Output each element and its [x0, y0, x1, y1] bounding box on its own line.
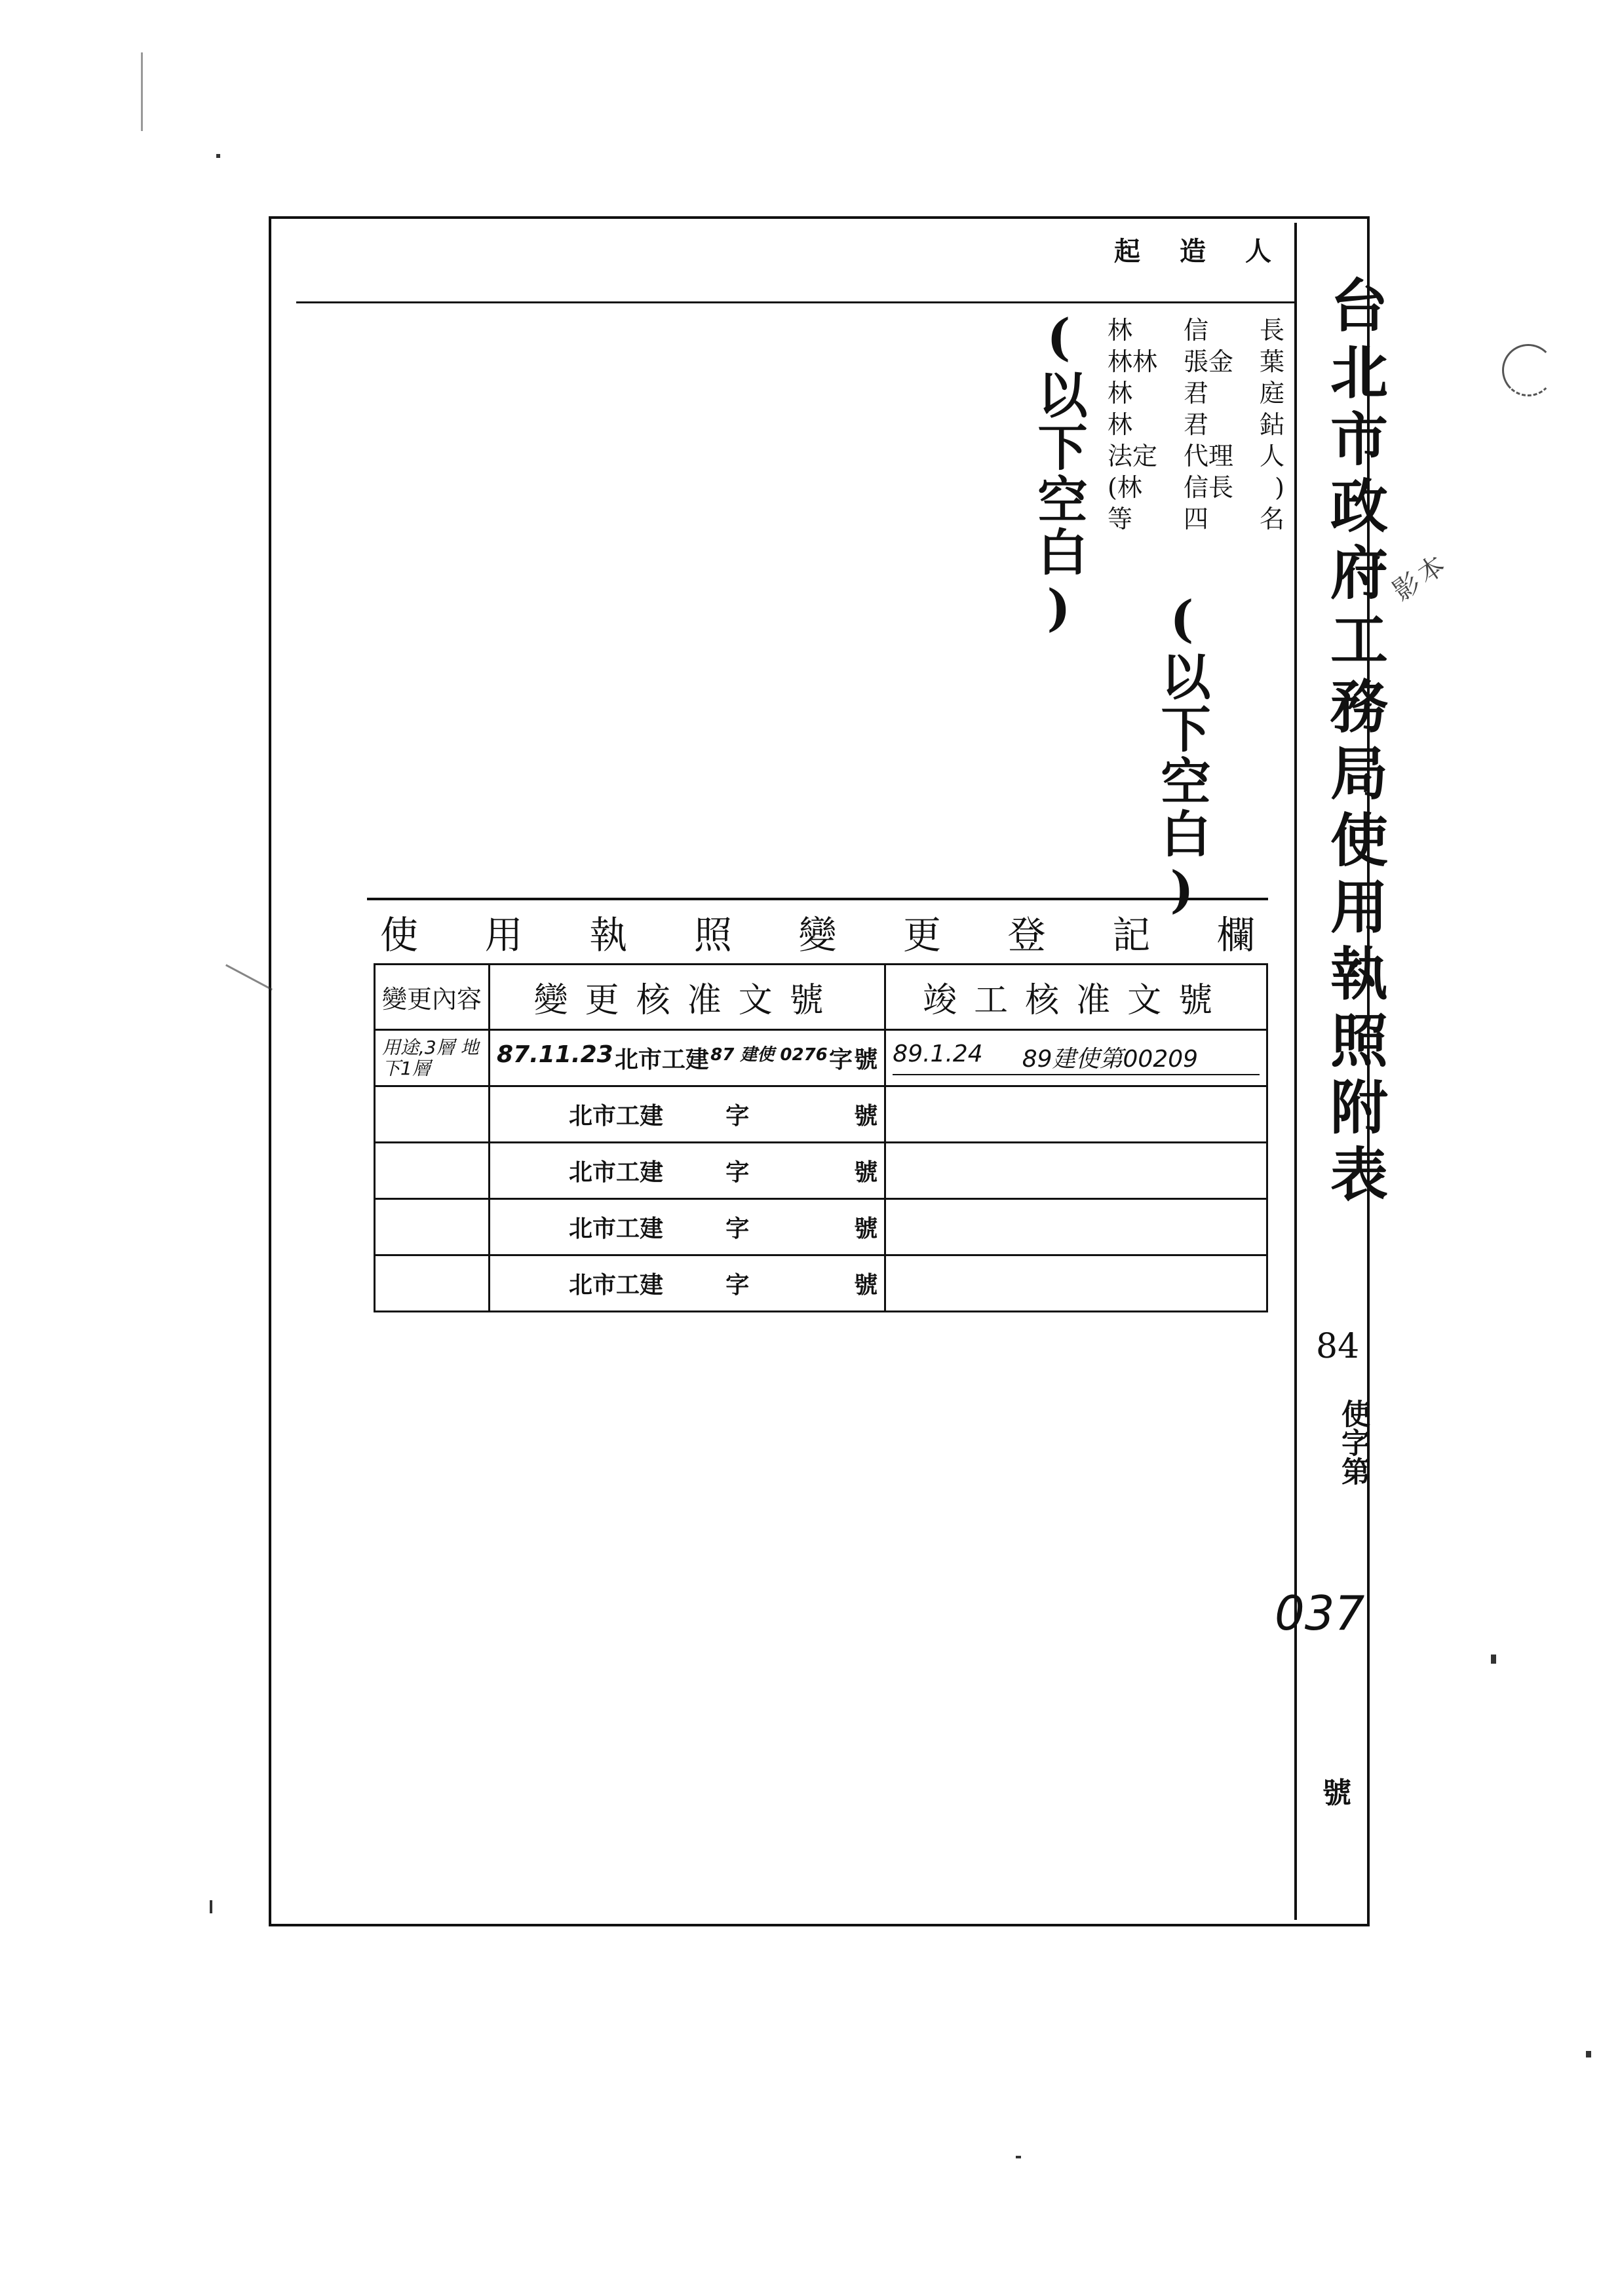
complete-date: 89.1.24	[893, 1041, 983, 1067]
change-date: 87.11.23	[497, 1041, 613, 1068]
permit-suffix: 號	[1322, 1776, 1351, 1810]
owner-cell: 林	[1108, 379, 1133, 408]
row-change-no	[490, 1199, 885, 1255]
row-content	[375, 1143, 490, 1199]
scan-speck	[216, 154, 220, 158]
row-complete-no	[885, 1086, 1267, 1143]
blank-marker-left: (以下空白)	[1030, 308, 1088, 640]
permit-zi: 字	[725, 1102, 750, 1130]
owner-cell: 信長	[1183, 473, 1233, 502]
title-char: 照	[693, 913, 732, 957]
document-title: 台北市政府工務局使用執照附表	[1321, 275, 1389, 1211]
owner-row	[1108, 315, 1284, 346]
owner-cell: (林	[1108, 473, 1142, 502]
owner-row	[1108, 503, 1284, 535]
owner-cell: 人	[1259, 442, 1284, 470]
permit-prefix-cell: 北市工建	[569, 1215, 664, 1242]
owner-list	[1108, 315, 1284, 535]
permit-zi: 字	[829, 1046, 853, 1073]
table-row	[375, 1030, 1267, 1086]
title-column-divider	[1294, 223, 1297, 1920]
title-char: 變	[798, 913, 837, 957]
punch-hole-mark	[1502, 344, 1554, 396]
owner-cell: 長	[1259, 316, 1284, 345]
owner-row	[1108, 377, 1284, 409]
owner-cell: 張金	[1183, 347, 1233, 376]
scan-speck	[225, 964, 273, 990]
table-header-row	[375, 965, 1267, 1030]
permit-number-handwritten: 037	[1275, 1586, 1365, 1641]
permit-hao: 號	[854, 1102, 878, 1130]
row-change-no	[490, 1255, 885, 1312]
complete-handwritten: 89建使第00209	[1022, 1046, 1199, 1073]
scan-speck	[1491, 1655, 1496, 1664]
permit-zi: 字	[725, 1271, 750, 1299]
header-complete-no: 竣工核准文號	[885, 965, 1267, 1030]
builder-label: 起造人	[1114, 236, 1311, 267]
permit-hao: 號	[854, 1271, 878, 1299]
scan-speck	[210, 1900, 212, 1913]
owner-row	[1108, 409, 1284, 440]
permit-prefix-cell: 北市工建	[614, 1046, 709, 1073]
row-content	[375, 1255, 490, 1312]
title-char: 登	[1007, 913, 1046, 957]
owner-cell: 林林	[1108, 347, 1158, 376]
title-char: 用	[484, 913, 523, 957]
table-title	[367, 898, 1268, 963]
row-complete-no	[885, 1199, 1267, 1255]
permit-zi: 字	[725, 1215, 750, 1242]
change-handwritten: 87 建使 0276	[710, 1045, 828, 1065]
permit-prefix-cell: 北市工建	[569, 1158, 664, 1186]
page-number: 84	[1316, 1327, 1360, 1366]
row-change-no	[490, 1143, 885, 1199]
row-complete-no	[885, 1143, 1267, 1199]
permit-hao: 號	[854, 1215, 878, 1242]
row-content: 用途,3層 地下1層	[375, 1030, 490, 1086]
owner-cell: )	[1275, 473, 1284, 502]
permit-hao: 號	[854, 1046, 878, 1073]
owner-cell: 等	[1108, 505, 1133, 533]
change-grid	[374, 963, 1268, 1312]
owner-cell: 葉	[1259, 347, 1284, 376]
owner-cell: 四	[1183, 505, 1208, 533]
title-char: 執	[589, 913, 628, 957]
title-char: 記	[1112, 913, 1151, 957]
table-row	[375, 1255, 1267, 1312]
owner-row	[1108, 472, 1284, 503]
row-content	[375, 1086, 490, 1143]
owner-row	[1108, 346, 1284, 377]
table-row	[375, 1143, 1267, 1199]
owner-cell: 信	[1183, 316, 1208, 345]
row-change-no	[490, 1086, 885, 1143]
row-change-no	[490, 1030, 885, 1086]
owner-cell: 鈷	[1259, 410, 1284, 439]
permit-prefix-cell: 北市工建	[569, 1102, 664, 1130]
owner-cell: 法定	[1108, 442, 1158, 470]
row-content	[375, 1199, 490, 1255]
permit-prefix: 使字第	[1336, 1399, 1370, 1485]
owner-cell: 林	[1108, 410, 1133, 439]
copy-stamp: 影本	[1387, 548, 1454, 607]
table-row	[375, 1199, 1267, 1255]
owner-cell: 庭	[1259, 379, 1284, 408]
permit-prefix-cell: 北市工建	[569, 1271, 664, 1299]
header-change-no: 變更核准文號	[490, 965, 885, 1030]
title-char: 使	[380, 913, 419, 957]
builder-divider	[296, 301, 1295, 303]
row-complete-no	[885, 1255, 1267, 1312]
owner-cell: 名	[1259, 505, 1284, 533]
permit-hao: 號	[854, 1158, 878, 1186]
permit-zi: 字	[725, 1158, 750, 1186]
title-char: 更	[903, 913, 942, 957]
title-char: 欄	[1216, 913, 1255, 957]
owner-row	[1108, 440, 1284, 472]
scan-speck	[141, 52, 143, 131]
owner-cell: 君	[1183, 379, 1208, 408]
owner-cell: 君	[1183, 410, 1208, 439]
header-content: 變更內容	[375, 965, 490, 1030]
scan-speck	[1586, 2051, 1591, 2057]
table-row	[375, 1086, 1267, 1143]
scan-speck	[1016, 2156, 1021, 2158]
owner-cell: 林	[1108, 316, 1133, 345]
blank-marker-right: (以下空白)	[1153, 590, 1211, 921]
row-complete-no	[885, 1030, 1267, 1086]
owner-cell: 代理	[1183, 442, 1233, 470]
